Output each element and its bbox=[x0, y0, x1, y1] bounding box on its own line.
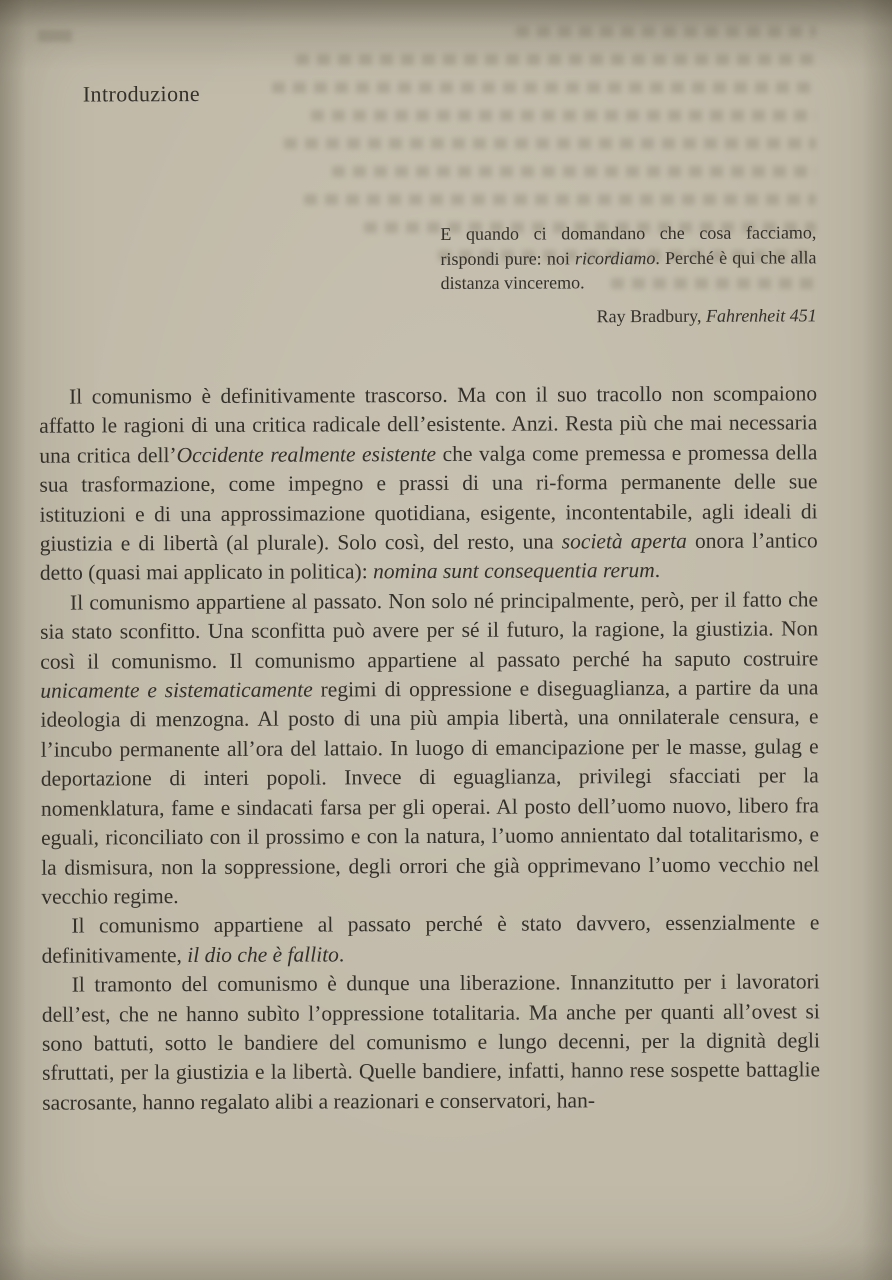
italic-text: il dio che è fallito bbox=[187, 942, 339, 967]
text-run: . bbox=[654, 558, 661, 583]
text-run: Il comunismo è definitivamente trascorso. Ma con il suo tracollo non scompaiono affatto le ragioni di una critica radicale dell’esistente. Anzi. Resta più che mai necessaria una critica dell’ bbox=[39, 381, 818, 468]
paragraph bbox=[39, 379, 818, 588]
epigraph-text bbox=[440, 220, 816, 295]
italic-text: società aperta bbox=[561, 528, 687, 554]
epigraph bbox=[440, 220, 816, 329]
paragraph bbox=[41, 909, 819, 971]
text-run: Il tramonto del comunismo è dunque una liberazione. Innanzitutto per i lavoratori dell’est, che ne hanno subìto l’oppressione totalitaria. Ma anche per quanti all’ovest si sono battuti, sotto le bandiere del comunismo e lungo decenni, per la dignità degli sfruttati, per la giustizia e la libertà. Quelle bandiere, infatti, hanno rese sospette battaglie sacrosante, hanno regalato alibi a reazionari e conservatori, han- bbox=[41, 969, 821, 1115]
paragraph bbox=[42, 967, 821, 1117]
italic-text: ricordiamo bbox=[574, 247, 656, 268]
body-text bbox=[39, 379, 820, 1118]
text-run: . Perché è qui che alla distanza vinceremo. bbox=[440, 246, 817, 293]
text-run: Ray Bradbury, bbox=[596, 305, 706, 326]
book-page bbox=[38, 78, 821, 1118]
italic-text: unicamente e sistematicamente bbox=[40, 677, 313, 703]
page-bleed-mark bbox=[38, 30, 72, 42]
text-run: E quando ci domandano che cosa facciamo, rispondi pure: noi bbox=[440, 222, 817, 269]
italic-text: Occidente realmente esistente bbox=[176, 441, 437, 467]
text-run: Il comunismo appartiene al passato. Non solo né principalmente, però, per il fatto che sia stato sconfitto. Una sconfitta può avere per sé il futuro, la ragione, la giustizia. Non così il comunismo. Il comunismo appartiene al passato perché ha saputo costruire bbox=[40, 587, 819, 674]
text-run: regimi di oppressione e diseguaglianza, a partire da una ideologia di menzogna. Al posto di una più ampia libertà, una onnilaterale censura, e l’incubo permanente all’ora del lattaio. In luogo di emancipazione per le masse, gulag e deportazione di interi popoli. Invece di eguaglianza, privilegi sfacciati per la nomenklatura, fame e sindacati farsa per gli operai. Al posto dell’uomo nuovo, libero fra eguali, riconciliato con il prossimo e con la natura, l’uomo annientato dal totalitarismo, e la dismisura, non la soppressione, degli orrori che già opprimevano l’uomo vecchio nel vecchio regime. bbox=[40, 675, 820, 909]
bleed-line bbox=[296, 54, 816, 65]
text-run: onora l’antico detto (quasi mai applicato in politica): bbox=[39, 528, 818, 586]
paragraph bbox=[40, 585, 819, 912]
chapter-title: Introduzione bbox=[82, 80, 201, 107]
italic-text: nomina sunt consequentia rerum bbox=[372, 558, 655, 584]
text-run: . bbox=[338, 942, 345, 967]
text-run: Il comunismo appartiene al passato perché è stato davvero, essenzialmente e definitivamente, bbox=[41, 910, 820, 968]
text-run: che valga come premessa e promessa della sua trasformazione, come impegno e prassi di una ri-forma permanente delle sue istituzioni e di una approssimazione quotidiana, esigente, incontentabile, agli ideali di giustizia e di libertà (al plurale). Solo così, del resto, una bbox=[39, 440, 818, 556]
bleed-line bbox=[516, 26, 816, 37]
italic-text: Fahrenheit 451 bbox=[705, 304, 817, 326]
epigraph-attribution bbox=[441, 303, 817, 329]
